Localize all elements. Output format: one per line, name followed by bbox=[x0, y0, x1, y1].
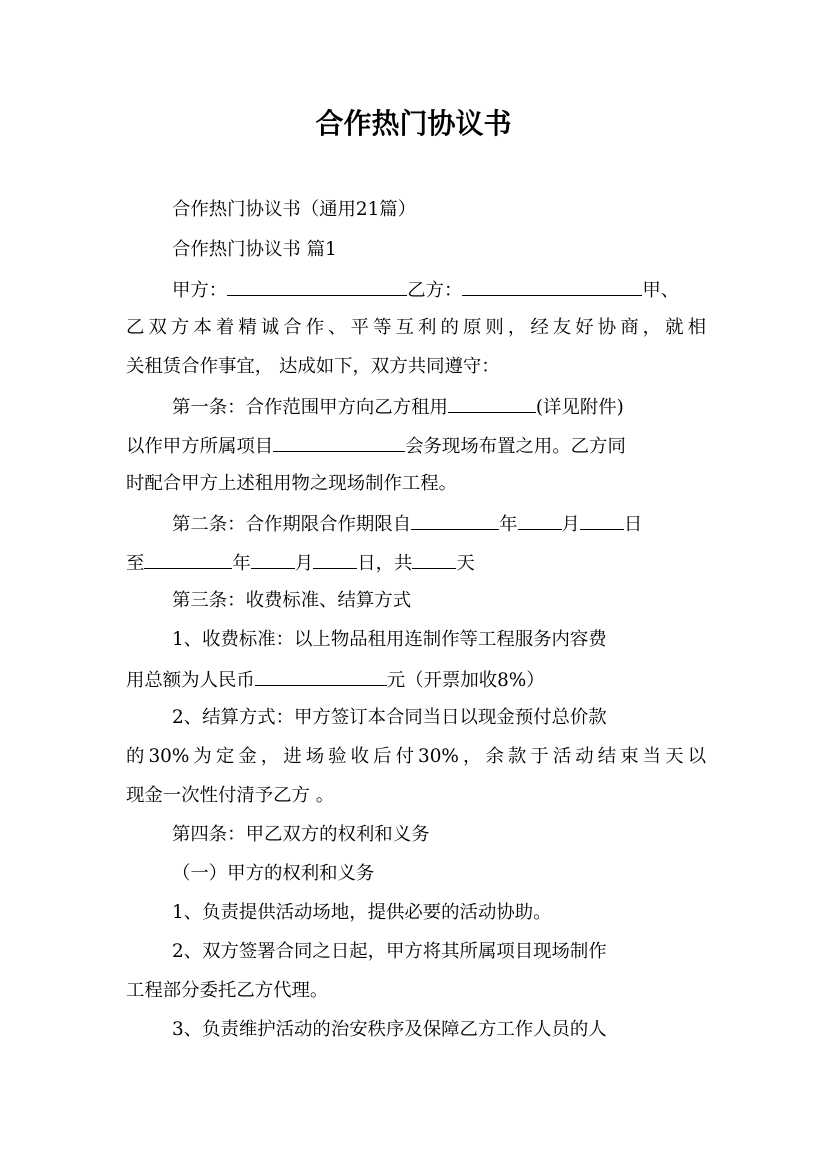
text-span: 用总额为人民币 bbox=[126, 670, 255, 691]
section-heading: 合作热门协议书 篇1 bbox=[172, 239, 337, 260]
paragraph-line: 现金一次性付清予乙方 。 bbox=[126, 785, 335, 806]
text-span: 至 bbox=[126, 553, 145, 574]
fill-blank bbox=[255, 667, 387, 686]
text-span: 会务现场布置之用。乙方同 bbox=[405, 436, 626, 457]
fill-blank bbox=[518, 511, 562, 530]
article-4-heading: 第四条：甲乙双方的权利和义务 bbox=[172, 824, 430, 845]
fill-blank bbox=[251, 550, 295, 569]
fill-blank bbox=[313, 550, 357, 569]
fill-blank bbox=[412, 550, 456, 569]
paragraph-line bbox=[126, 433, 706, 459]
party-a-blank bbox=[227, 277, 407, 296]
fill-blank bbox=[411, 511, 499, 530]
paragraph-line: 3、负责维护活动的治安秩序及保障乙方工作人员的人 bbox=[172, 1019, 607, 1040]
paragraph-line: 的30%为定金，进场验收后付30%，余款于活动结束当天以 bbox=[126, 746, 706, 767]
fill-blank bbox=[448, 394, 536, 413]
paragraph-line: 1、收费标准：以上物品租用连制作等工程服务内容费 bbox=[172, 629, 607, 650]
text-span: 月 bbox=[294, 553, 314, 574]
paragraph-line: 关租赁合作事宜， 达成如下，双方共同遵守： bbox=[126, 356, 500, 377]
text-span: 日，共 bbox=[357, 553, 413, 574]
text-span: (详见附件) bbox=[535, 397, 624, 418]
subtitle-line: 合作热门协议书（通用21篇） bbox=[172, 199, 417, 220]
text-span: 第一条：合作范围甲方向乙方租用 bbox=[172, 397, 448, 418]
text-span: 第二条：合作期限合作期限自 bbox=[172, 514, 412, 535]
article-2-line bbox=[172, 511, 706, 537]
party-a-label: 甲方： bbox=[172, 280, 228, 301]
party-b-label: 乙方： bbox=[407, 280, 463, 301]
fill-blank bbox=[144, 550, 232, 569]
fill-blank bbox=[580, 511, 624, 530]
party-b-blank bbox=[462, 277, 642, 296]
paragraph-line: 2、双方签署合同之日起，甲方将其所属项目现场制作 bbox=[172, 941, 607, 962]
paragraph-line bbox=[126, 550, 706, 576]
text-span: 天 bbox=[456, 553, 475, 574]
paragraph-line: 乙双方本着精诚合作、平等互利的原则，经友好协商，就相 bbox=[126, 317, 706, 338]
text-span: 月 bbox=[561, 514, 580, 535]
text-span: 日 bbox=[623, 514, 643, 535]
fill-blank bbox=[273, 433, 405, 452]
paragraph-line: 1、负责提供活动场地，提供必要的活动协助。 bbox=[172, 902, 552, 923]
text-span: 以作甲方所属项目 bbox=[126, 436, 274, 457]
parties-line bbox=[172, 277, 706, 303]
paragraph-line: 工程部分委托乙方代理。 bbox=[126, 980, 329, 1001]
text-span: 年 bbox=[232, 553, 251, 574]
article-1-line bbox=[172, 394, 706, 420]
article-3-heading: 第三条：收费标准、结算方式 bbox=[172, 590, 412, 611]
text-span: 元（开票加收8%） bbox=[386, 670, 545, 691]
paragraph-line: 2、结算方式：甲方签订本合同当日以现金预付总价款 bbox=[172, 707, 607, 728]
text-span: 甲、 bbox=[642, 280, 680, 301]
paragraph-line: 时配合甲方上述租用物之现场制作工程。 bbox=[126, 473, 458, 494]
paragraph-line bbox=[126, 667, 706, 693]
document-title: 合作热门协议书 bbox=[315, 107, 512, 140]
subsection-heading: （一）甲方的权利和义务 bbox=[172, 863, 375, 884]
text-span: 年 bbox=[499, 514, 518, 535]
